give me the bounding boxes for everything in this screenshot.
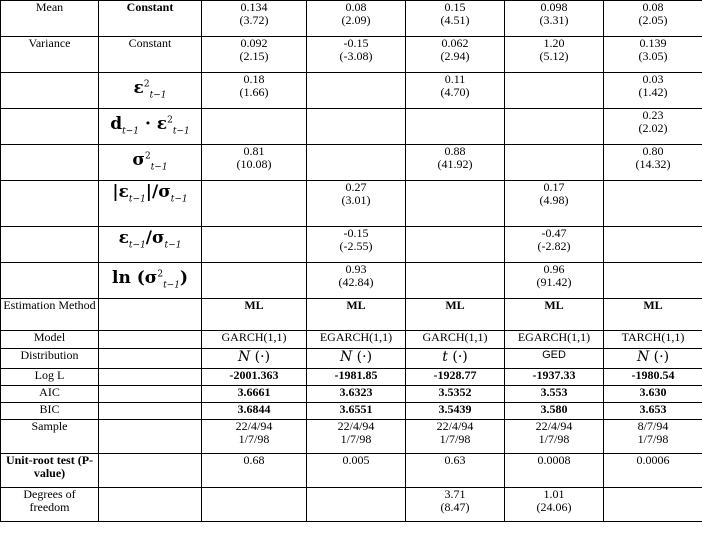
value-cell — [505, 73, 604, 109]
value-cell — [505, 454, 604, 488]
row-label-text: Unit-root test (P-value) — [5, 453, 94, 480]
cell-value: ML — [643, 298, 663, 312]
value-cell — [406, 386, 505, 403]
row-sublabel — [99, 349, 202, 369]
value-cell — [406, 403, 505, 420]
value-cell — [202, 454, 307, 488]
row-sublabel — [99, 369, 202, 386]
row-label — [1, 1, 99, 37]
cell-value: 0.93 — [345, 262, 367, 276]
value-cell — [505, 37, 604, 73]
distribution-cell — [604, 349, 702, 369]
value-cell — [604, 369, 702, 386]
value-cell — [604, 145, 702, 181]
cell-tstat: (1.42) — [638, 85, 668, 99]
value-cell — [406, 109, 505, 145]
value-cell — [202, 403, 307, 420]
value-cell — [406, 145, 505, 181]
cell-tstat: (4.51) — [440, 13, 470, 27]
distribution-cell — [406, 349, 505, 369]
distribution-letter: N — [339, 349, 353, 365]
cell-value: GARCH(1,1) — [221, 330, 287, 344]
value-cell — [604, 331, 702, 349]
value-cell — [307, 109, 406, 145]
row-label-text: Variance — [28, 36, 71, 50]
cell-value: 0.139 — [639, 36, 667, 50]
cell-tstat: (2.09) — [341, 13, 371, 27]
value-cell — [307, 369, 406, 386]
cell-tstat: 1/7/98 — [340, 432, 372, 446]
distribution-symbol: t (·) — [442, 349, 468, 365]
table-row-sigma-sq — [1, 145, 702, 181]
value-cell — [406, 299, 505, 331]
cell-value: 0.27 — [345, 180, 367, 194]
cell-value: 3.6661 — [237, 385, 271, 399]
cell-value: 0.0008 — [537, 453, 571, 467]
cell-value: 3.6551 — [339, 402, 373, 416]
value-cell — [202, 386, 307, 403]
value-cell — [604, 181, 702, 227]
value-cell — [202, 73, 307, 109]
cell-value: 0.062 — [441, 36, 469, 50]
cell-tstat: (10.08) — [236, 157, 272, 171]
table-row-log-l — [1, 369, 702, 386]
cell-value: -1980.54 — [631, 368, 675, 382]
distribution-cell — [505, 349, 604, 369]
value-cell — [406, 331, 505, 349]
cell-value: GARCH(1,1) — [422, 330, 488, 344]
value-cell — [202, 1, 307, 37]
table-row-mean-constant — [1, 1, 702, 37]
table-row-eps-sq — [1, 73, 702, 109]
row-sublabel — [99, 403, 202, 420]
cell-value: 22/4/94 — [235, 419, 273, 433]
value-cell — [307, 454, 406, 488]
row-label — [1, 349, 99, 369]
cell-value: 0.0006 — [636, 453, 670, 467]
cell-value: 0.092 — [240, 36, 268, 50]
cell-tstat: (8.47) — [440, 500, 470, 514]
distribution-name: GED — [542, 349, 566, 361]
math-symbol: $\ln (\sigma^2_{t-1})$ — [112, 267, 188, 291]
row-label — [1, 299, 99, 331]
cell-value: 0.15 — [444, 0, 466, 14]
value-cell — [202, 109, 307, 145]
value-cell — [505, 403, 604, 420]
value-cell — [505, 145, 604, 181]
value-cell — [406, 1, 505, 37]
row-label — [1, 37, 99, 73]
cell-value: -1981.85 — [334, 368, 378, 382]
cell-value: 22/4/94 — [535, 419, 573, 433]
row-label — [1, 263, 99, 299]
cell-value: 1.01 — [543, 487, 565, 501]
row-label — [1, 488, 99, 522]
value-cell — [202, 369, 307, 386]
cell-value: -0.15 — [343, 226, 369, 240]
cell-tstat: 1/7/98 — [238, 432, 270, 446]
cell-value: 1.20 — [543, 36, 565, 50]
value-cell — [202, 299, 307, 331]
cell-value: 0.81 — [243, 144, 265, 158]
cell-value: 0.63 — [444, 453, 466, 467]
row-label — [1, 73, 99, 109]
row-sublabel — [99, 37, 202, 73]
row-label — [1, 403, 99, 420]
value-cell — [406, 263, 505, 299]
value-cell — [604, 386, 702, 403]
row-label — [1, 331, 99, 349]
value-cell — [604, 403, 702, 420]
cell-value: 0.098 — [540, 0, 568, 14]
cell-value: 0.96 — [543, 262, 565, 276]
value-cell — [604, 227, 702, 263]
value-cell — [406, 454, 505, 488]
cell-tstat: (4.98) — [539, 193, 569, 207]
row-sublabel-text: Constant — [126, 0, 174, 14]
table-row-dof — [1, 488, 702, 522]
cell-value: 3.553 — [540, 385, 568, 399]
row-label — [1, 454, 99, 488]
cell-value: EGARCH(1,1) — [517, 330, 591, 344]
cell-value: -2001.363 — [229, 368, 279, 382]
cell-tstat: (3.31) — [539, 13, 569, 27]
row-sublabel-text: Constant — [128, 36, 172, 50]
value-cell — [202, 145, 307, 181]
cell-tstat: (91.42) — [536, 275, 572, 289]
cell-value: 22/4/94 — [337, 419, 375, 433]
distribution-cell — [307, 349, 406, 369]
cell-value: 3.6323 — [339, 385, 373, 399]
row-label-text: AIC — [39, 385, 60, 399]
value-cell — [307, 1, 406, 37]
table-row-unit-root — [1, 454, 702, 488]
value-cell — [604, 37, 702, 73]
cell-value: 22/4/94 — [436, 419, 474, 433]
value-cell — [604, 73, 702, 109]
row-label — [1, 181, 99, 227]
value-cell — [505, 369, 604, 386]
cell-tstat: (-3.08) — [339, 49, 373, 63]
table-row-abs-eps-over-sigma — [1, 181, 702, 227]
table-row-bic — [1, 403, 702, 420]
table-row-aic — [1, 386, 702, 403]
cell-value: 0.134 — [240, 0, 268, 14]
table-row-estimation-method — [1, 299, 702, 331]
cell-value: ML — [244, 298, 264, 312]
cell-tstat: (14.32) — [635, 157, 671, 171]
math-symbol: $\varepsilon_{t-1}/\sigma_{t-1}$ — [118, 228, 182, 251]
value-cell — [505, 181, 604, 227]
variable-expression — [99, 227, 202, 263]
row-sublabel — [99, 299, 202, 331]
cell-value: 0.68 — [243, 453, 265, 467]
cell-value: 0.88 — [444, 144, 466, 158]
value-cell — [604, 488, 702, 522]
value-cell — [307, 403, 406, 420]
value-cell — [307, 227, 406, 263]
row-label — [1, 145, 99, 181]
value-cell — [202, 488, 307, 522]
value-cell — [505, 1, 604, 37]
value-cell — [307, 420, 406, 454]
cell-value: ML — [544, 298, 564, 312]
row-sublabel — [99, 386, 202, 403]
table-row-distribution — [1, 349, 702, 369]
math-symbol: $\sigma^2_{t-1}$ — [132, 149, 168, 173]
cell-value: TARCH(1,1) — [621, 330, 685, 344]
distribution-cell — [202, 349, 307, 369]
variable-expression — [99, 145, 202, 181]
cell-value: 8/7/94 — [637, 419, 669, 433]
cell-value: ML — [346, 298, 366, 312]
row-sublabel — [99, 1, 202, 37]
cell-tstat: (3.01) — [341, 193, 371, 207]
value-cell — [505, 488, 604, 522]
math-symbol: $\varepsilon^2_{t-1}$ — [133, 77, 167, 101]
cell-tstat: 1/7/98 — [538, 432, 570, 446]
cell-value: 0.005 — [342, 453, 370, 467]
value-cell — [202, 420, 307, 454]
cell-tstat: (41.92) — [437, 157, 473, 171]
cell-tstat: (2.02) — [638, 121, 668, 135]
value-cell — [505, 263, 604, 299]
row-label-text: Log L — [34, 368, 65, 382]
cell-value: -0.47 — [541, 226, 567, 240]
cell-value: 0.11 — [444, 72, 466, 86]
cell-value: 3.630 — [639, 385, 667, 399]
row-label-text: Model — [33, 330, 66, 344]
table-row-variance-constant — [1, 37, 702, 73]
row-label — [1, 109, 99, 145]
value-cell — [202, 227, 307, 263]
cell-value: 3.5352 — [438, 385, 472, 399]
row-label-text: Distribution — [20, 348, 79, 362]
distribution-letter: N — [237, 349, 251, 365]
value-cell — [505, 109, 604, 145]
value-cell — [406, 369, 505, 386]
cell-value: 3.580 — [540, 402, 568, 416]
value-cell — [604, 263, 702, 299]
cell-tstat: 1/7/98 — [439, 432, 471, 446]
cell-tstat: (1.66) — [239, 85, 269, 99]
cell-value: 0.23 — [642, 108, 664, 122]
cell-value: 3.71 — [444, 487, 466, 501]
value-cell — [307, 331, 406, 349]
value-cell — [406, 227, 505, 263]
row-label-text: Estimation Method — [3, 298, 96, 312]
value-cell — [406, 488, 505, 522]
cell-value: -1937.33 — [532, 368, 576, 382]
cell-value: -1928.77 — [433, 368, 477, 382]
value-cell — [604, 1, 702, 37]
value-cell — [307, 181, 406, 227]
value-cell — [307, 145, 406, 181]
math-symbol: $d_{t-1} \cdot \varepsilon^2_{t-1}$ — [110, 113, 190, 137]
table-row-sample — [1, 420, 702, 454]
cell-tstat: (42.84) — [338, 275, 374, 289]
cell-tstat: (2.15) — [239, 49, 269, 63]
cell-tstat: (4.70) — [440, 85, 470, 99]
variable-expression — [99, 263, 202, 299]
cell-tstat: (24.06) — [536, 500, 572, 514]
distribution-letter: N — [636, 349, 650, 365]
value-cell — [505, 386, 604, 403]
math-symbol: $|\varepsilon_{t-1}|/\sigma_{t-1}$ — [112, 182, 188, 205]
value-cell — [505, 227, 604, 263]
value-cell — [604, 299, 702, 331]
value-cell — [406, 181, 505, 227]
value-cell — [604, 109, 702, 145]
value-cell — [202, 181, 307, 227]
cell-value: EGARCH(1,1) — [319, 330, 393, 344]
table-row-d-eps-sq — [1, 109, 702, 145]
cell-value: 0.03 — [642, 72, 664, 86]
cell-value: 3.6844 — [237, 402, 271, 416]
value-cell — [505, 299, 604, 331]
cell-value: 3.653 — [639, 402, 667, 416]
cell-tstat: (-2.82) — [537, 239, 571, 253]
cell-value: 0.80 — [642, 144, 664, 158]
distribution-symbol: N (·) — [636, 349, 670, 365]
cell-tstat: (3.72) — [239, 13, 269, 27]
value-cell — [406, 73, 505, 109]
value-cell — [307, 263, 406, 299]
cell-tstat: (2.05) — [638, 13, 668, 27]
cell-value: 0.18 — [243, 72, 265, 86]
row-label-text: Degrees of freedom — [23, 487, 76, 514]
distribution-letter: t — [442, 349, 448, 365]
row-sublabel — [99, 488, 202, 522]
value-cell — [604, 454, 702, 488]
table-row-eps-over-sigma — [1, 227, 702, 263]
table-row-model — [1, 331, 702, 349]
row-label — [1, 420, 99, 454]
value-cell — [202, 37, 307, 73]
value-cell — [505, 331, 604, 349]
value-cell — [505, 420, 604, 454]
variable-expression — [99, 109, 202, 145]
value-cell — [307, 386, 406, 403]
cell-tstat: (-2.55) — [339, 239, 373, 253]
distribution-symbol: N (·) — [339, 349, 373, 365]
variable-expression — [99, 181, 202, 227]
row-label-text: BIC — [39, 402, 60, 416]
variable-expression — [99, 73, 202, 109]
row-label — [1, 369, 99, 386]
value-cell — [202, 331, 307, 349]
cell-tstat: 1/7/98 — [637, 432, 669, 446]
distribution-symbol: N (·) — [237, 349, 271, 365]
cell-value: ML — [445, 298, 465, 312]
row-sublabel — [99, 331, 202, 349]
value-cell — [307, 73, 406, 109]
value-cell — [202, 263, 307, 299]
cell-value: -0.15 — [343, 36, 369, 50]
value-cell — [307, 299, 406, 331]
row-label — [1, 227, 99, 263]
row-label-text: Sample — [31, 419, 68, 433]
row-sublabel — [99, 454, 202, 488]
value-cell — [406, 420, 505, 454]
cell-tstat: (5.12) — [539, 49, 569, 63]
table-body — [1, 1, 702, 522]
row-sublabel — [99, 420, 202, 454]
value-cell — [604, 420, 702, 454]
cell-tstat: (3.05) — [638, 49, 668, 63]
table-row-ln-sigma-sq — [1, 263, 702, 299]
cell-value: 0.17 — [543, 180, 565, 194]
value-cell — [307, 37, 406, 73]
cell-value: 3.5439 — [438, 402, 472, 416]
row-label-text: Mean — [35, 0, 64, 14]
cell-value: 0.08 — [345, 0, 367, 14]
value-cell — [406, 37, 505, 73]
row-label — [1, 386, 99, 403]
cell-tstat: (2.94) — [440, 49, 470, 63]
cell-value: 0.08 — [642, 0, 664, 14]
value-cell — [307, 488, 406, 522]
